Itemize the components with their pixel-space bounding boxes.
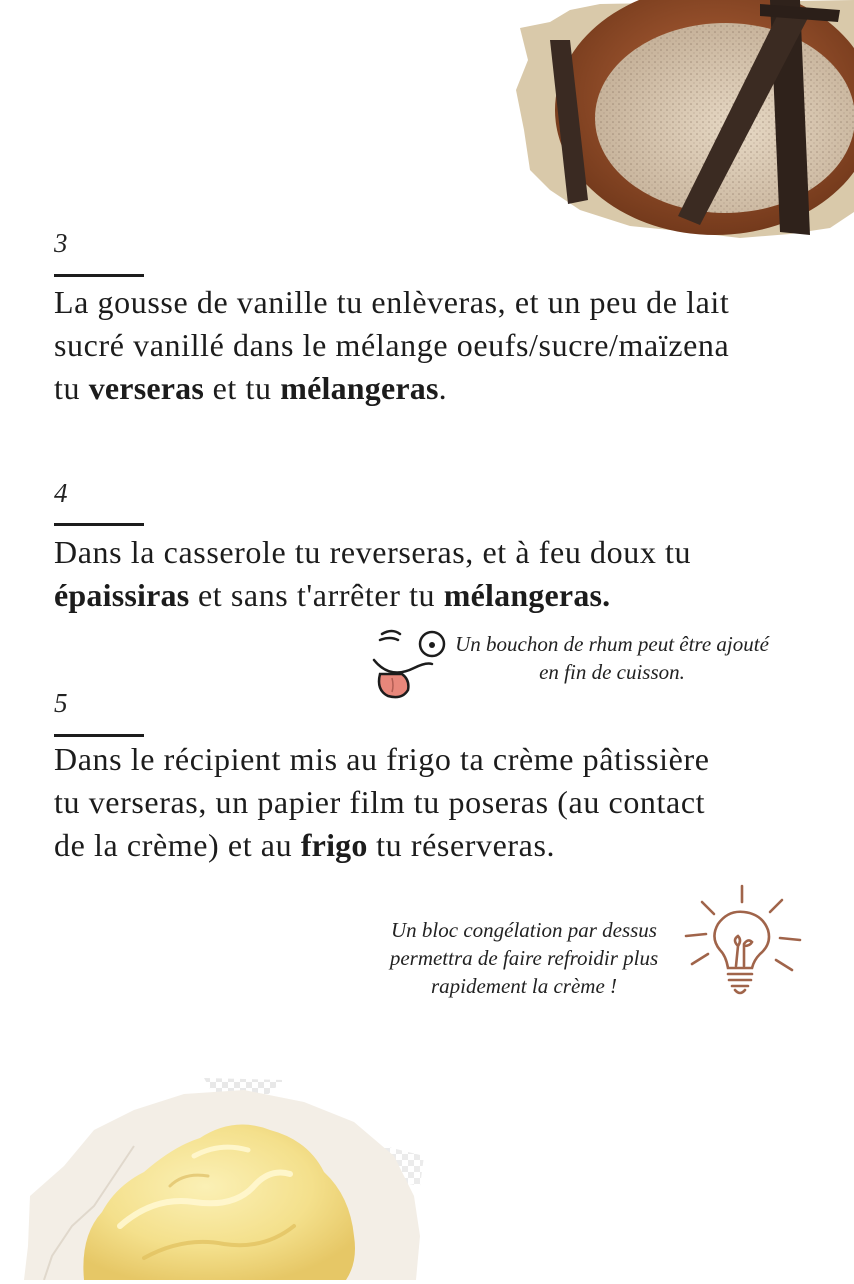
step-number: 5 <box>54 688 68 718</box>
step-text: Dans le récipient mis au frigo ta crème pâtissière tu verseras, un papier film tu poseras (au contact de la crème) et au frigo tu réserveras. <box>54 741 710 863</box>
tip-rhum: Un bouchon de rhum peut être ajouté en fin de cuisson. <box>455 632 769 684</box>
step-text: La gousse de vanille tu enlèveras, et un peu de lait sucré vanillé dans le mélange oeufs/sucre/maïzena tu verseras et tu mélangeras. <box>54 284 730 406</box>
step-divider <box>54 274 144 277</box>
step-divider <box>54 523 144 526</box>
lightbulb-idea-icon <box>682 882 806 1002</box>
vanilla-sugar-bowl-photo <box>510 0 854 240</box>
tip-congelation: Un bloc congélation par dessus permettra de faire refroidir plus rapidement la crème ! <box>389 918 659 998</box>
step-text: Dans la casserole tu reverseras, et à feu doux tu épaissiras et sans t'arrêter tu mélangeras. <box>54 534 692 613</box>
pastry-cream-photo <box>24 1076 444 1280</box>
step-divider <box>54 734 144 737</box>
winking-tongue-face-icon <box>368 624 452 700</box>
step-number: 4 <box>54 478 68 508</box>
step-number: 3 <box>54 228 68 258</box>
